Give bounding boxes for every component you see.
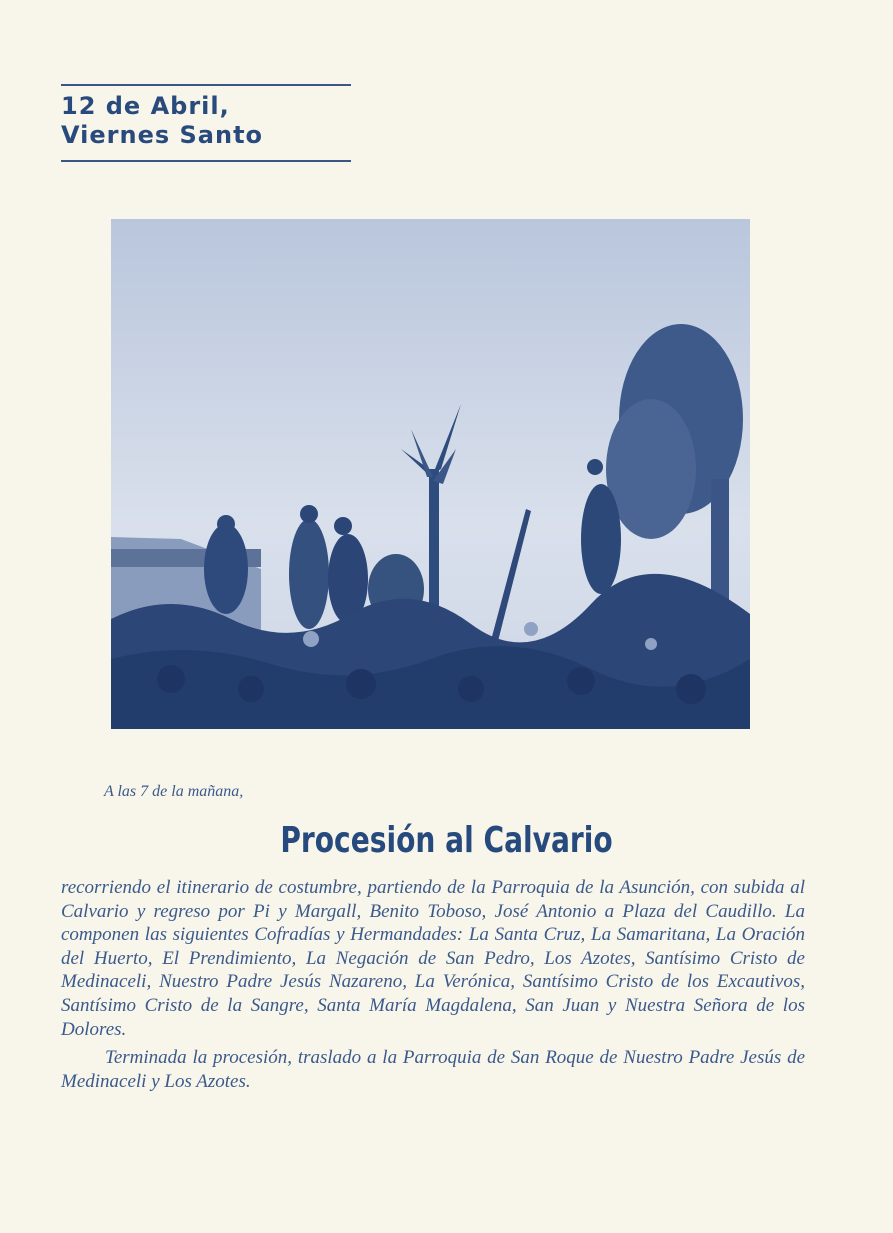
date-heading	[61, 92, 263, 150]
event-title: Procesión al Calvario	[280, 820, 613, 861]
procession-photo-image	[111, 219, 750, 729]
event-time: A las 7 de la mañana,	[104, 783, 244, 800]
event-description	[61, 876, 805, 1093]
day-name-line: Viernes Santo	[61, 121, 264, 149]
transfer-paragraph: Terminada la procesión, traslado a la Parroquia de San Roque de Nuestro Padre Jesús de Medinaceli y Los Azotes.	[61, 1047, 805, 1092]
route-paragraph: recorriendo el itinerario de costumbre, partiendo de la Parroquia de la Asunción, con subida al Calvario y regreso por Pi y Margall, Benito Toboso, José Antonio a Plaza del Caudillo. La componen las siguientes Cofradías y Hermandades: La Santa Cruz, La Samaritana, La Oración del Huerto, El Prendimiento, La Negación de San Pedro, Los Azotes, Santísimo Cristo de Medinaceli, Nuestro Padre Jesús Nazareno, La Verónica, Santísimo Cristo de los Excautivos, Santísimo Cristo de la Sangre, Santa María Magdalena, San Juan y Nuestra Señora de los Dolores.	[61, 877, 805, 1040]
header-top-rule	[61, 84, 351, 86]
header-bottom-rule	[61, 160, 351, 162]
procession-photo	[111, 219, 750, 729]
date-line: 12 de Abril,	[61, 92, 230, 120]
